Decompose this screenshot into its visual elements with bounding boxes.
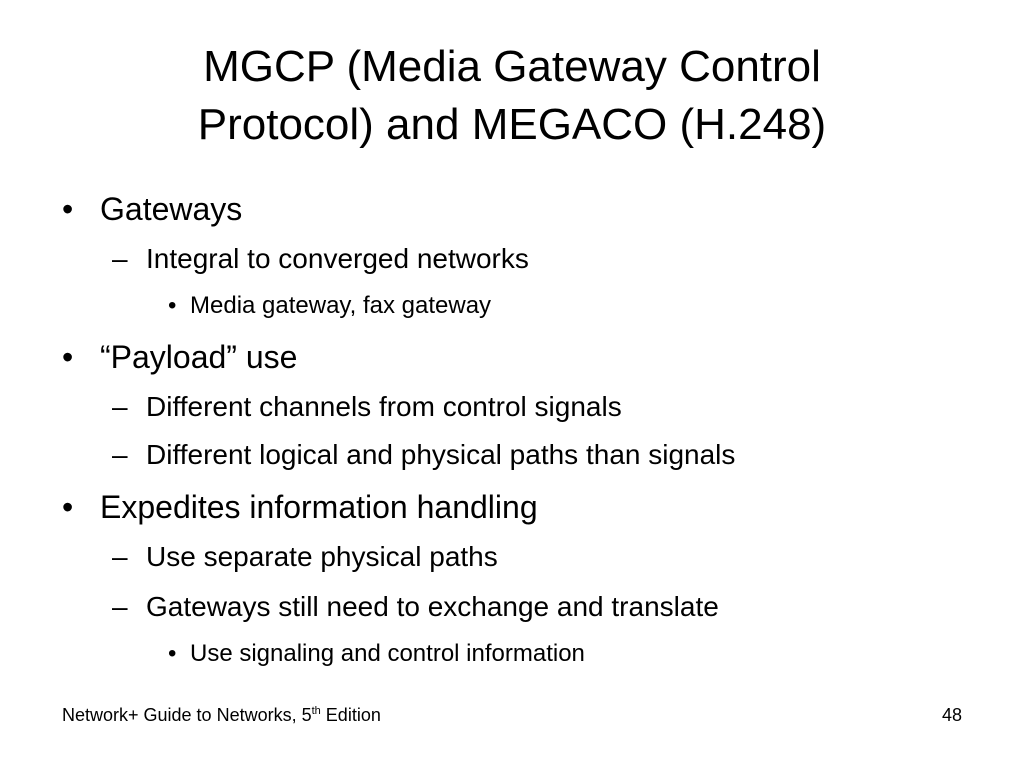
dash-marker: – (112, 591, 128, 622)
sub-bullet-text: Integral to converged networks (146, 243, 529, 274)
footer-book-title (62, 704, 381, 726)
sub-bullet-text: Gateways still need to exchange and translate (146, 591, 719, 622)
bullet-marker: • (62, 339, 74, 375)
dash-marker: – (112, 243, 128, 274)
dash-marker: – (112, 391, 128, 422)
sub-bullet-text: Different logical and physical paths than signals (146, 439, 736, 470)
bullet-item (62, 488, 538, 526)
footer-book-title-suffix: Edition (320, 705, 381, 725)
sub-bullet-item (112, 242, 529, 276)
sub-bullet-item (112, 590, 719, 624)
bullet-marker: • (62, 489, 74, 525)
dash-marker: – (112, 439, 128, 470)
dash-marker: – (112, 541, 128, 572)
footer-book-title-superscript: th (311, 705, 321, 717)
bullet-marker: • (168, 640, 177, 667)
sub-sub-bullet-item (168, 639, 585, 669)
sub-bullet-item (112, 390, 622, 424)
page-number: 48 (941, 705, 962, 725)
bullet-text: “Payload” use (100, 339, 298, 375)
bullet-item (62, 190, 242, 228)
sub-sub-bullet-item (168, 291, 491, 321)
sub-bullet-item (112, 540, 498, 574)
slide-title-line-2: Protocol) and MEGACO (H.248) (197, 100, 827, 149)
slide-title-line-1: MGCP (Media Gateway Control (203, 42, 821, 91)
sub-sub-bullet-text: Media gateway, fax gateway (190, 292, 492, 319)
sub-bullet-item (112, 438, 735, 472)
sub-sub-bullet-text: Use signaling and control information (190, 640, 585, 667)
bullet-text: Expedites information handling (100, 489, 538, 525)
bullet-marker: • (168, 292, 177, 319)
bullet-marker: • (62, 191, 74, 227)
bullet-item (62, 338, 297, 376)
bullet-text: Gateways (100, 191, 243, 227)
sub-bullet-text: Use separate physical paths (146, 541, 498, 572)
sub-bullet-text: Different channels from control signals (146, 391, 622, 422)
footer-book-title-prefix: Network+ Guide to Networks, 5 (62, 705, 312, 725)
